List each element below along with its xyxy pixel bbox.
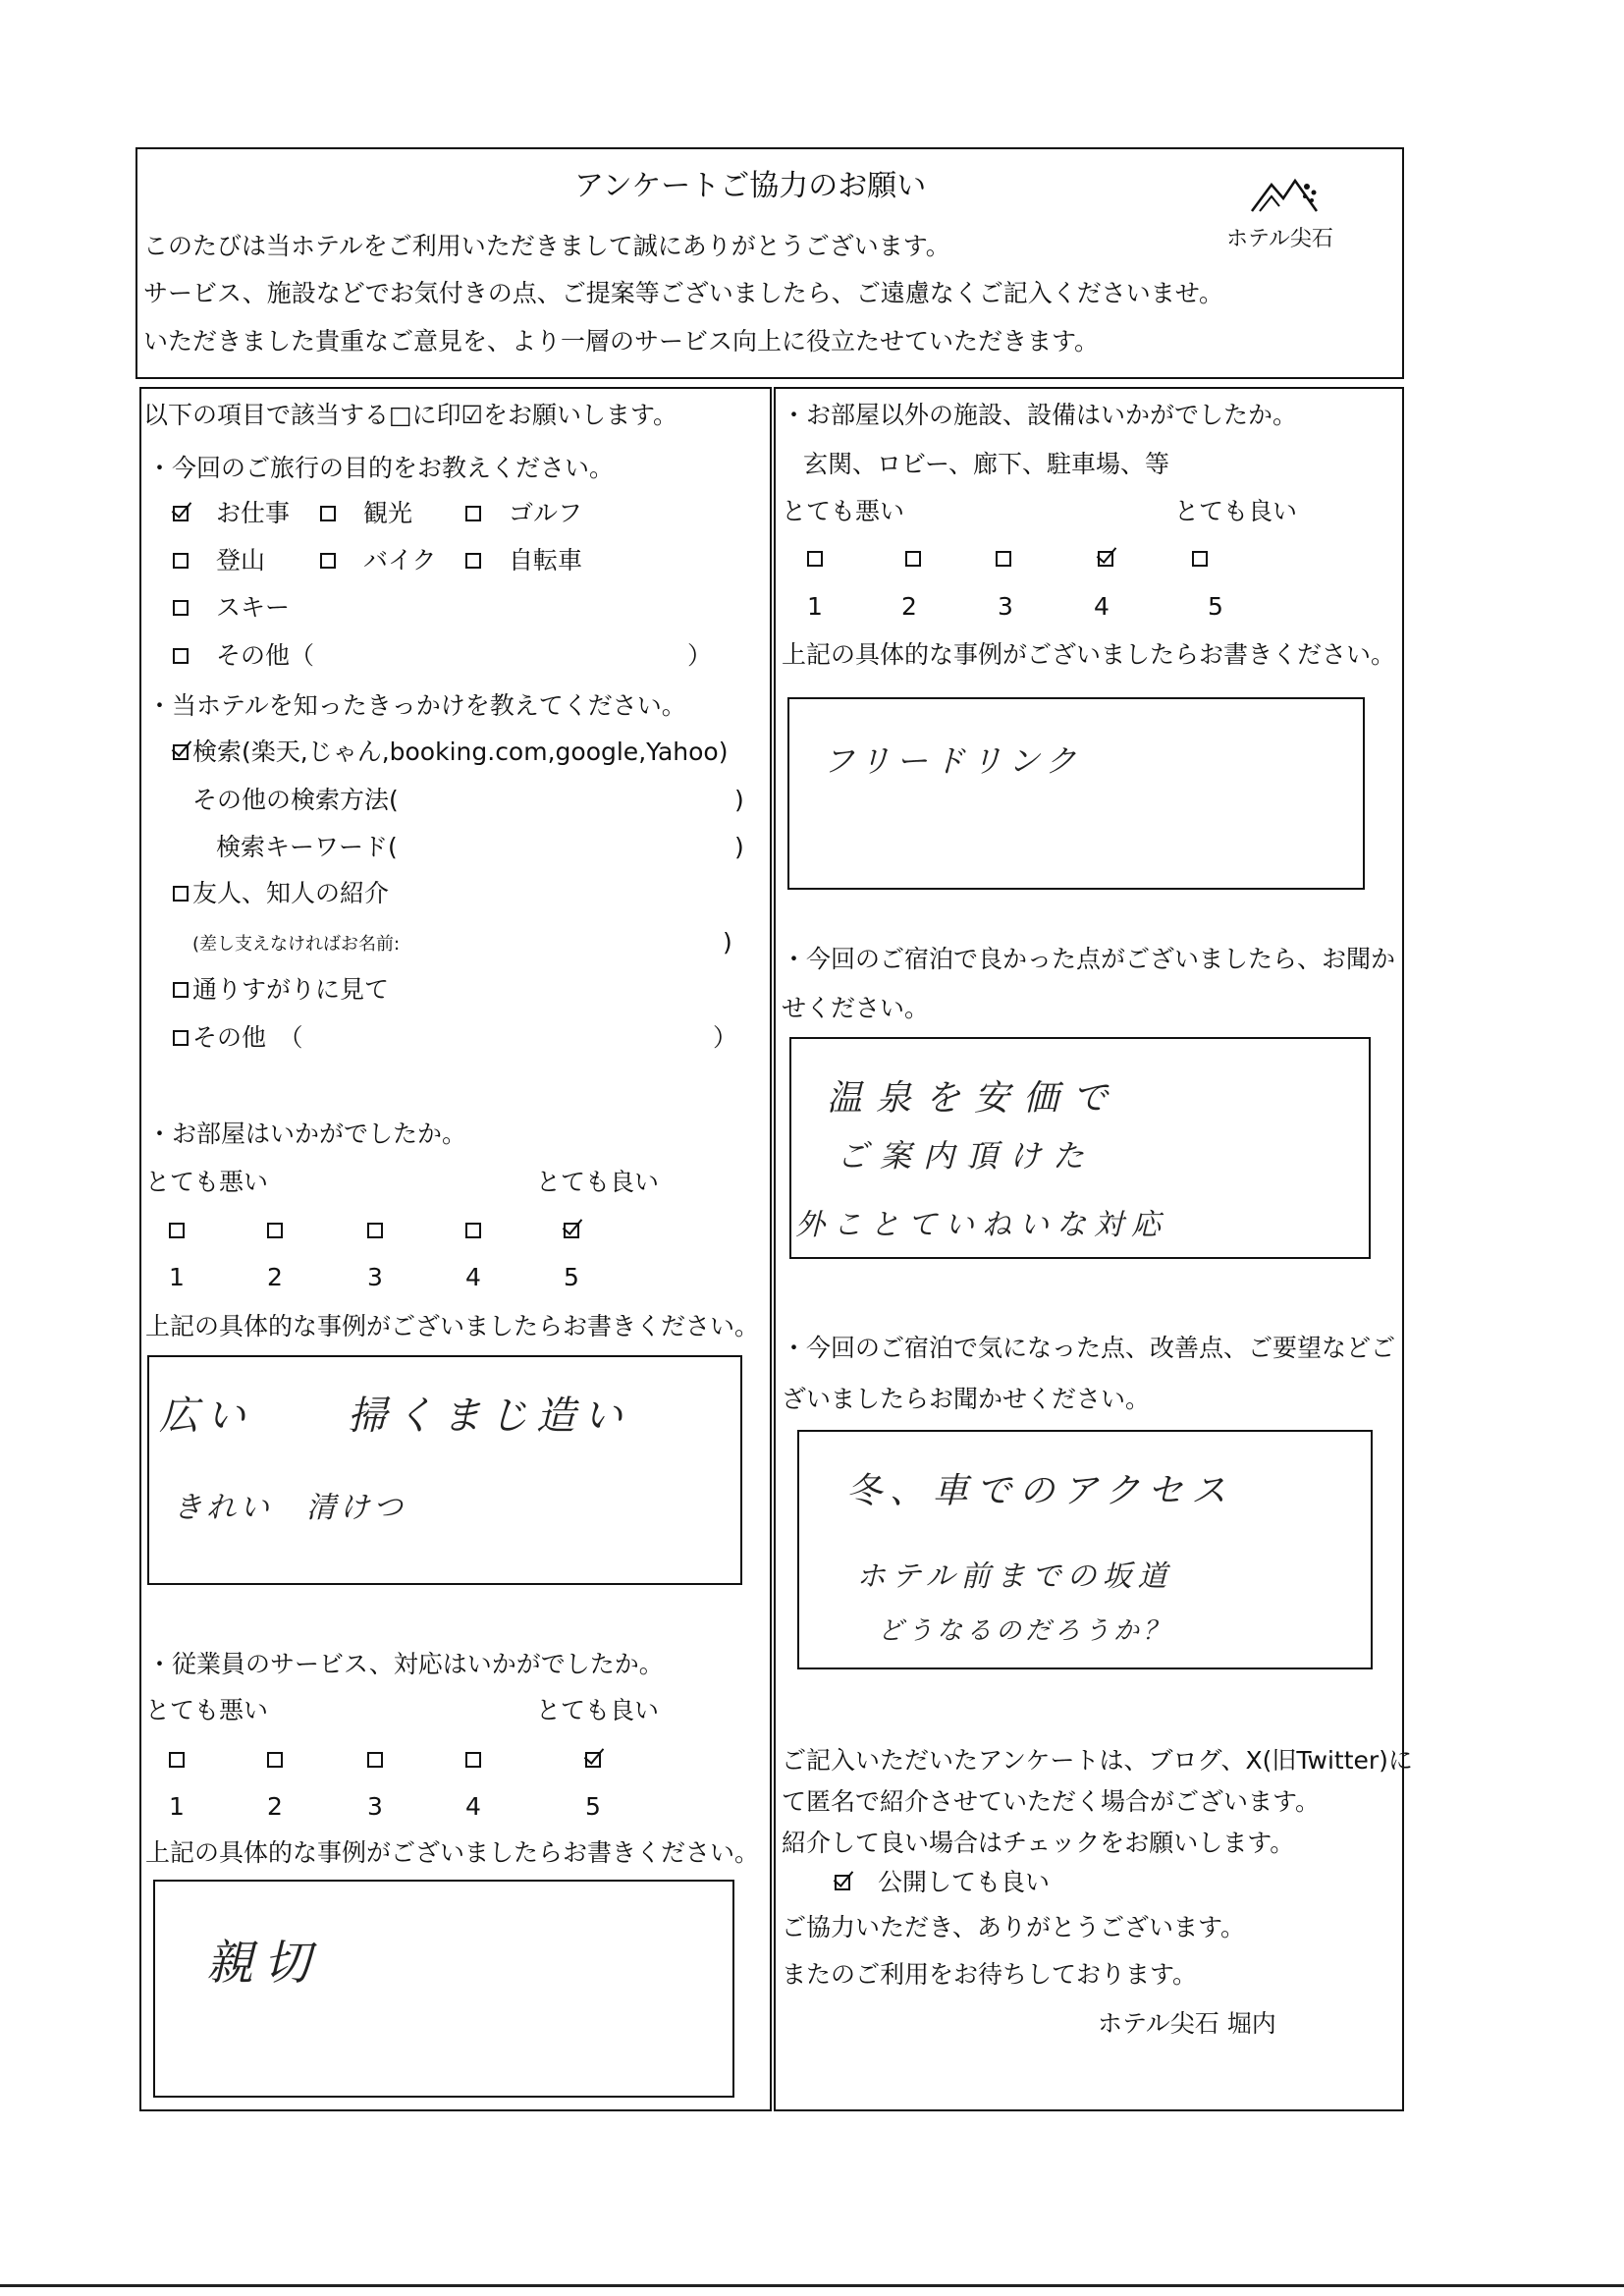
friend-name-close: ) <box>723 928 732 957</box>
staff-scale-1: 1 <box>169 1792 185 1821</box>
header-line-2: サービス、施設などでお気付きの点、ご提案等ございましたら、ご遠慮なくご記入くださいませ。 <box>143 279 1224 307</box>
q3-detail-prompt: 上記の具体的な事例がございましたらお書きください。 <box>145 1312 760 1340</box>
facility-scale-2: 2 <box>901 592 917 621</box>
staff-rating-3[interactable] <box>367 1752 383 1768</box>
purpose-bicycle-checkbox[interactable] <box>465 553 481 569</box>
q2-label: ・当ホテルを知ったきっかけを教えてください。 <box>147 691 686 720</box>
staff-scale-3: 3 <box>367 1792 383 1821</box>
q5-detail-prompt: 上記の具体的な事例がございましたらお書きください。 <box>782 640 1396 669</box>
q5-label: ・お部屋以外の施設、設備はいかがでしたか。 <box>782 401 1298 429</box>
purpose-other-label: その他（ <box>216 641 315 670</box>
search-keyword-close: ) <box>734 833 744 861</box>
purpose-bicycle-label: 自転車 <box>509 546 583 574</box>
purpose-motorbike-label: バイク <box>363 546 437 574</box>
header-line-3: いただきました貴重なご意見を、より一層のサービス向上に役立たせていただきます。 <box>143 327 1100 355</box>
room-rating-4[interactable] <box>465 1223 481 1238</box>
room-comment-line-1: 広い 掃くまじ造い <box>159 1394 630 1439</box>
friend-name-note: (差し支えなければお名前: <box>192 934 401 955</box>
q5-bad-label: とても悪い <box>782 497 905 525</box>
scan-edge-line <box>0 2284 1624 2287</box>
good-points-line-2: ご案内頂けた <box>837 1137 1097 1175</box>
room-rating-1[interactable] <box>169 1223 185 1238</box>
q7-label: ・今回のご宿泊で気になった点、改善点、ご要望などご <box>782 1334 1396 1362</box>
good-points-line-1: 温泉を安価で <box>827 1078 1122 1119</box>
facility-rating-5[interactable] <box>1192 551 1208 567</box>
staff-comment-line-1: 親切 <box>206 1936 321 1991</box>
q6-label-2: せください。 <box>782 994 930 1022</box>
source-friend-label: 友人、知人の紹介 <box>192 879 390 907</box>
purpose-sightseeing-label: 観光 <box>363 499 413 527</box>
staff-rating-5[interactable] <box>585 1752 601 1768</box>
purpose-climbing-label: 登山 <box>216 546 266 574</box>
q4-detail-prompt: 上記の具体的な事例がございましたらお書きください。 <box>145 1838 760 1867</box>
q3-bad-label: とても悪い <box>145 1168 269 1196</box>
q4-label: ・従業員のサービス、対応はいかがでしたか。 <box>147 1650 664 1678</box>
improvement-line-1: 冬、車でのアクセス <box>846 1471 1234 1511</box>
purpose-climbing-checkbox[interactable] <box>173 553 189 569</box>
room-rating-5[interactable] <box>564 1223 579 1238</box>
q5-sublabel: 玄関、ロビー、廊下、駐車場、等 <box>803 450 1170 478</box>
source-other-checkbox[interactable] <box>173 1030 189 1046</box>
purpose-business-checkbox[interactable] <box>173 506 189 521</box>
search-keyword-label: 検索キーワード( <box>216 833 398 861</box>
facility-comment-box[interactable] <box>787 697 1365 890</box>
room-scale-1: 1 <box>169 1263 185 1291</box>
staff-scale-2: 2 <box>267 1792 283 1821</box>
facility-rating-3[interactable] <box>996 551 1011 567</box>
logo-text: ホテル尖石 <box>1226 227 1333 251</box>
signature: ホテル尖石 堀内 <box>1098 2009 1276 2038</box>
staff-rating-2[interactable] <box>267 1752 283 1768</box>
closing-line-3: 紹介して良い場合はチェックをお願いします。 <box>782 1829 1295 1857</box>
publish-label: 公開しても良い <box>878 1868 1051 1896</box>
purpose-ski-label: スキー <box>216 593 291 622</box>
q3-good-label: とても良い <box>536 1168 660 1196</box>
good-points-line-3: 外ことていねいな対応 <box>795 1208 1168 1242</box>
instruction-text: 以下の項目で該当する□に印☑をお願いします。 <box>143 401 678 429</box>
improvement-line-3: どうなるのだろうか？ <box>878 1616 1173 1646</box>
other-search-method-label: その他の検索方法( <box>192 786 399 814</box>
facility-rating-1[interactable] <box>807 551 823 567</box>
purpose-motorbike-checkbox[interactable] <box>320 553 336 569</box>
q1-label: ・今回のご旅行の目的をお教えください。 <box>147 454 615 482</box>
improvement-line-2: ホテル前までの坂道 <box>856 1559 1173 1594</box>
staff-rating-4[interactable] <box>465 1752 481 1768</box>
q6-label: ・今回のご宿泊で良かった点がございましたら、お聞か <box>782 945 1396 973</box>
closing-line-1: ご記入いただいたアンケートは、ブログ、X(旧Twitter)に <box>782 1746 1413 1775</box>
staff-scale-4: 4 <box>465 1792 481 1821</box>
thanks-line-1: ご協力いただき、ありがとうございます。 <box>782 1913 1246 1941</box>
staff-scale-5: 5 <box>585 1792 601 1821</box>
source-other-close: ） <box>713 1023 738 1052</box>
closing-line-2: て匿名で紹介させていただく場合がございます。 <box>782 1787 1321 1816</box>
page-title: アンケートご協力のお願い <box>574 169 927 203</box>
staff-rating-1[interactable] <box>169 1752 185 1768</box>
facility-rating-4[interactable] <box>1098 551 1113 567</box>
purpose-other-checkbox[interactable] <box>173 648 189 664</box>
room-comment-line-2: きれい 清けつ <box>173 1491 406 1525</box>
facility-comment-line-1: フリードリンク <box>823 742 1083 780</box>
purpose-sightseeing-checkbox[interactable] <box>320 506 336 521</box>
source-friend-checkbox[interactable] <box>173 886 189 902</box>
q5-good-label: とても良い <box>1174 497 1298 525</box>
source-search-checkbox[interactable] <box>173 744 189 760</box>
purpose-golf-checkbox[interactable] <box>465 506 481 521</box>
purpose-ski-checkbox[interactable] <box>173 600 189 616</box>
mountain-logo-icon <box>1222 167 1340 236</box>
facility-rating-2[interactable] <box>905 551 921 567</box>
purpose-golf-label: ゴルフ <box>509 499 583 527</box>
header-line-1: このたびは当ホテルをご利用いただきまして誠にありがとうございます。 <box>143 232 950 260</box>
publish-checkbox[interactable] <box>835 1875 850 1890</box>
source-passing-checkbox[interactable] <box>173 982 189 998</box>
room-scale-3: 3 <box>367 1263 383 1291</box>
room-scale-2: 2 <box>267 1263 283 1291</box>
other-search-method-close: ) <box>734 786 744 814</box>
thanks-line-2: またのご利用をお待ちしております。 <box>782 1960 1198 1989</box>
q3-label: ・お部屋はいかがでしたか。 <box>147 1120 467 1148</box>
purpose-business-label: お仕事 <box>216 499 291 527</box>
room-rating-3[interactable] <box>367 1223 383 1238</box>
room-scale-5: 5 <box>564 1263 579 1291</box>
hotel-logo <box>1222 167 1340 265</box>
facility-scale-3: 3 <box>998 592 1013 621</box>
facility-scale-5: 5 <box>1208 592 1223 621</box>
facility-scale-4: 4 <box>1094 592 1110 621</box>
room-scale-4: 4 <box>465 1263 481 1291</box>
source-other-label: その他 （ <box>192 1023 303 1052</box>
q4-good-label: とても良い <box>536 1696 660 1724</box>
purpose-other-close: ） <box>687 641 713 670</box>
room-rating-2[interactable] <box>267 1223 283 1238</box>
source-search-label: 検索(楽天,じゃん,booking.com,google,Yahoo) <box>192 738 729 766</box>
source-passing-label: 通りすがりに見て <box>192 975 390 1004</box>
facility-scale-1: 1 <box>807 592 823 621</box>
q4-bad-label: とても悪い <box>145 1696 269 1724</box>
q7-label-2: ざいましたらお聞かせください。 <box>782 1385 1151 1413</box>
